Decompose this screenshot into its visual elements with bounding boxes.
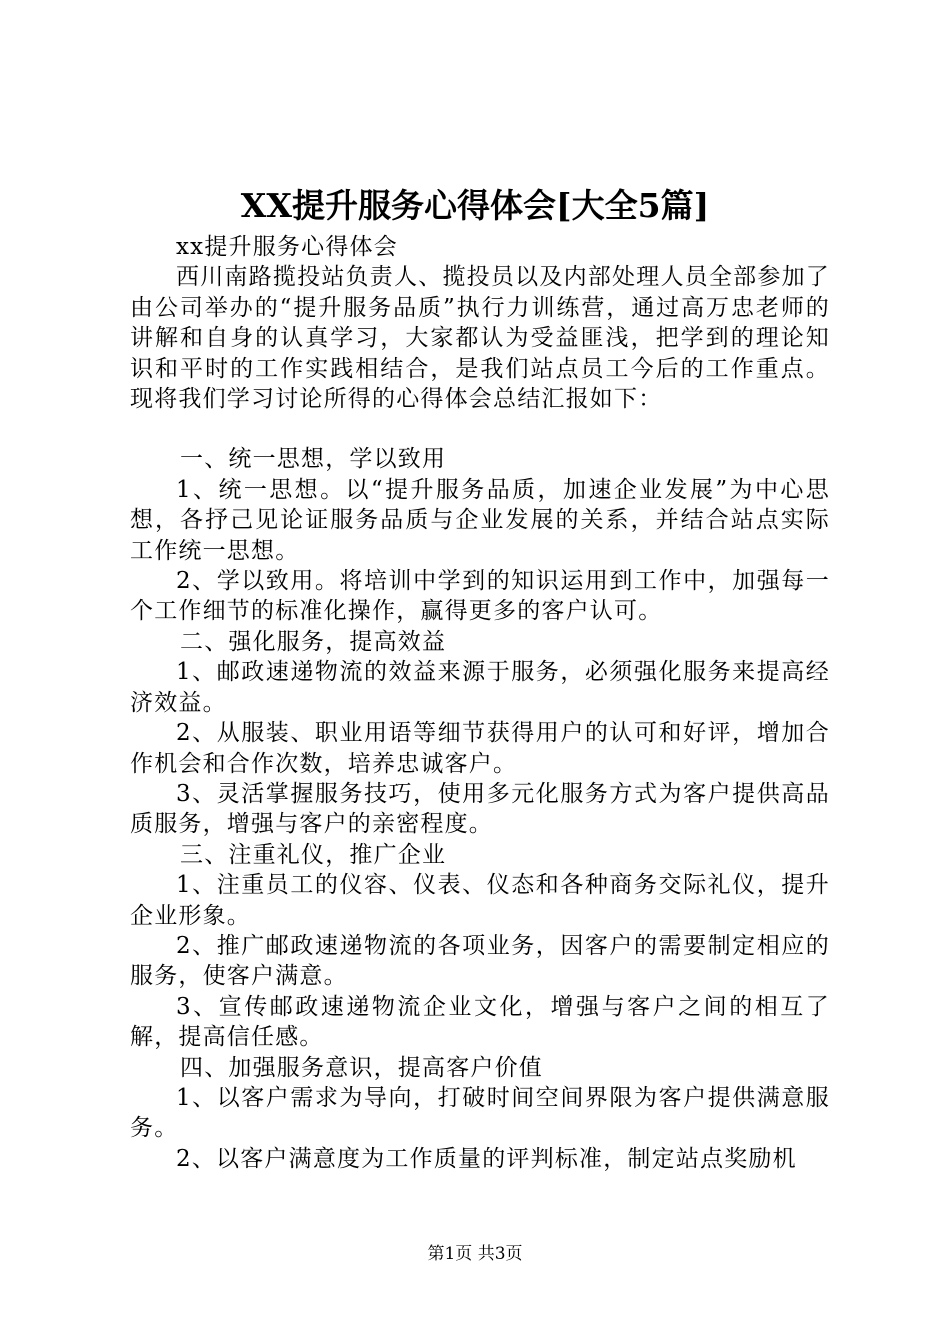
body-paragraph: 2、推广邮政速递物流的各项业务，因客户的需要制定相应的服务，使客户满意。 [130, 932, 830, 990]
body-paragraph: 1、以客户需求为导向，打破时间空间界限为客户提供满意服务。 [130, 1084, 830, 1142]
body-paragraph: 1、统一思想。以“提升服务品质，加速企业发展”为中心思想，各抒己见论证服务品质与企业发展的关系，并结合站点实际工作统一思想。 [130, 476, 830, 564]
document-title: XX提升服务心得体会[大全5篇] [240, 186, 710, 225]
section-heading-4: 四、加强服务意识，提高客户价值 [180, 1054, 543, 1081]
section-heading-3: 三、注重礼仪，推广企业 [180, 841, 447, 868]
body-paragraph: 3、灵活掌握服务技巧，使用多元化服务方式为客户提供高品质服务，增强与客户的亲密程度。 [130, 780, 830, 838]
body-paragraph: 2、学以致用。将培训中学到的知识运用到工作中，加强每一个工作细节的标准化操作，赢得更多的客户认可。 [130, 568, 830, 625]
page-number-footer: 第1页 共3页 [427, 1244, 523, 1264]
body-paragraph: 2、从服装、职业用语等细节获得用户的认可和好评，增加合作机会和合作次数，培养忠诚客户。 [130, 720, 830, 777]
body-paragraph: 1、邮政速递物流的效益来源于服务，必须强化服务来提高经济效益。 [130, 659, 830, 716]
document-body [130, 232, 830, 1174]
section-heading-1: 一、统一思想，学以致用 [180, 446, 447, 473]
body-paragraph: 3、宣传邮政速递物流企业文化，增强与客户之间的相互了解，提高信任感。 [130, 993, 830, 1051]
body-paragraph: 2、以客户满意度为工作质量的评判标准，制定站点奖励机 [176, 1145, 797, 1172]
body-paragraph: 1、注重员工的仪容、仪表、仪态和各种商务交际礼仪，提升企业形象。 [130, 872, 830, 929]
section-heading-2: 二、强化服务，提高效益 [180, 628, 447, 655]
subtitle-paragraph: xx提升服务心得体会 [176, 234, 398, 260]
intro-paragraph: 西川南路揽投站负责人、揽投员以及内部处理人员全部参加了由公司举办的“提升服务品质”执行力训练营，通过高万忠老师的讲解和自身的认真学习，大家都认为受益匪浅，把学到的理论知识和平时的工作实践相结合，是我们站点员工今后的工作重点。现将我们学习讨论所得的心得体会总结汇报如下： [130, 264, 830, 413]
